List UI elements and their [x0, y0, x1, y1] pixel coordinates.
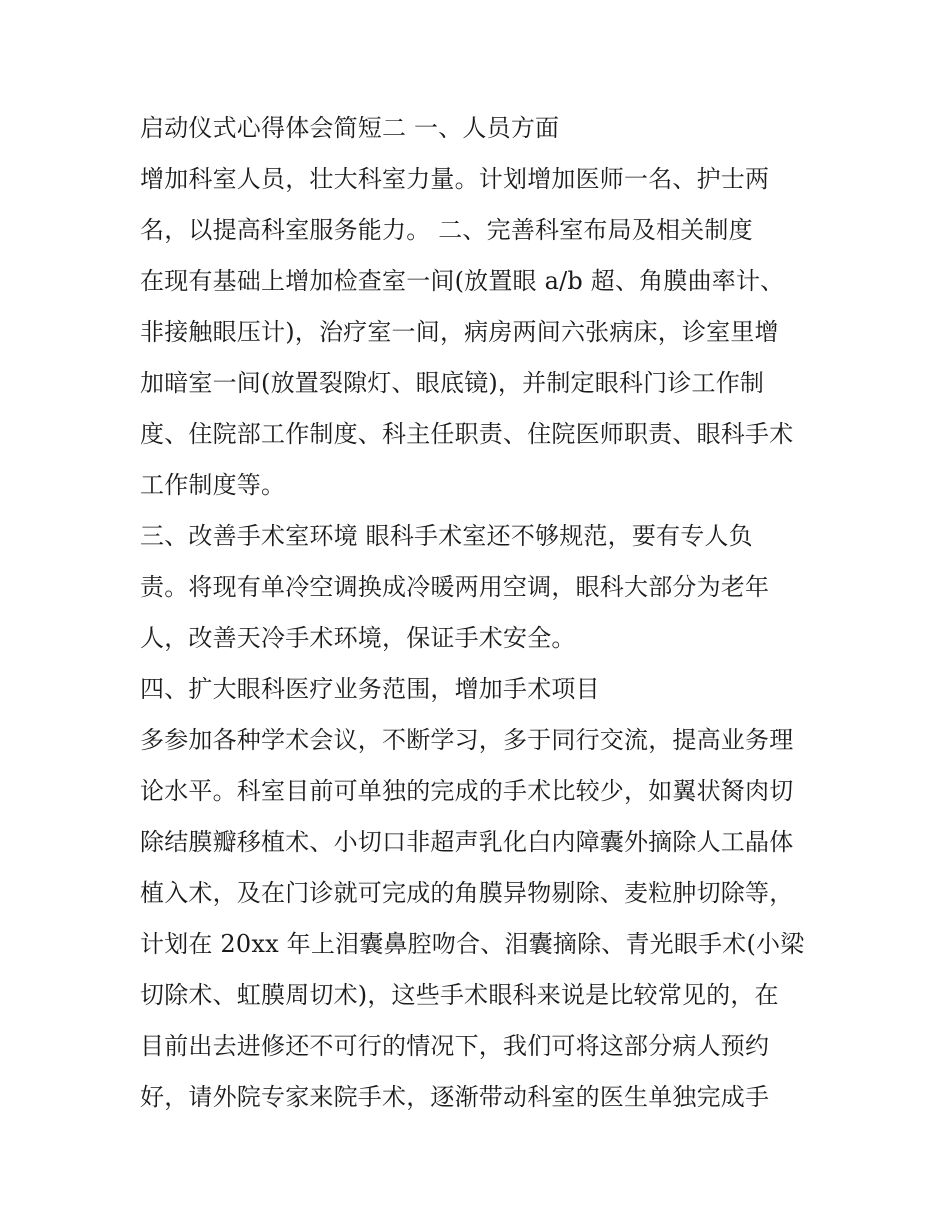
text-line: 在现有基础上增加检查室一间(放置眼 a/b 超、角膜曲率计、: [140, 267, 785, 295]
text-line: 名，以提高科室服务能力。 二、完善科室布局及相关制度: [140, 216, 753, 244]
text-line: 目前出去进修还不可行的情况下，我们可将这部分病人预约: [140, 1032, 770, 1060]
text-line: 人，改善天冷手术环境，保证手术安全。: [140, 624, 576, 652]
text-line: 工作制度等。: [140, 471, 286, 499]
text-line: 论水平。科室目前可单独的完成的手术比较少，如翼状胬肉切: [140, 777, 794, 805]
text-line: 植入术，及在门诊就可完成的角膜异物剔除、麦粒肿切除等，: [140, 879, 794, 907]
text-line: 好，请外院专家来院手术，逐渐带动科室的医生单独完成手: [140, 1083, 770, 1111]
text-line: 度、住院部工作制度、科主任职责、住院医师职责、眼科手术: [140, 420, 794, 448]
document-title-line: 启动仪式心得体会简短二 一、人员方面: [140, 114, 560, 142]
text-line: 除结膜瓣移植术、小切口非超声乳化白内障囊外摘除人工晶体: [140, 828, 794, 856]
document-body: [140, 103, 830, 1123]
text-line: 增加科室人员，壮大科室力量。计划增加医师一名、护士两: [140, 165, 770, 193]
text-line: 计划在 20xx 年上泪囊鼻腔吻合、泪囊摘除、青光眼手术(小梁: [140, 930, 805, 958]
section-heading-line: 三、改善手术室环境 眼科手术室还不够规范，要有专人负: [140, 522, 753, 550]
text-line: 非接触眼压计)，治疗室一间，病房两间六张病床，诊室里增: [140, 318, 779, 346]
text-line: 加暗室一间(放置裂隙灯、眼底镜)，并制定眼科门诊工作制: [140, 369, 765, 397]
text-line: 多参加各种学术会议，不断学习，多于同行交流，提高业务理: [140, 726, 794, 754]
text-line: 责。将现有单冷空调换成冷暖两用空调，眼科大部分为老年: [140, 573, 770, 601]
section-heading-line: 四、扩大眼科医疗业务范围，增加手术项目: [140, 675, 600, 703]
text-line: 切除术、虹膜周切术)，这些手术眼科来说是比较常见的，在: [140, 981, 779, 1009]
